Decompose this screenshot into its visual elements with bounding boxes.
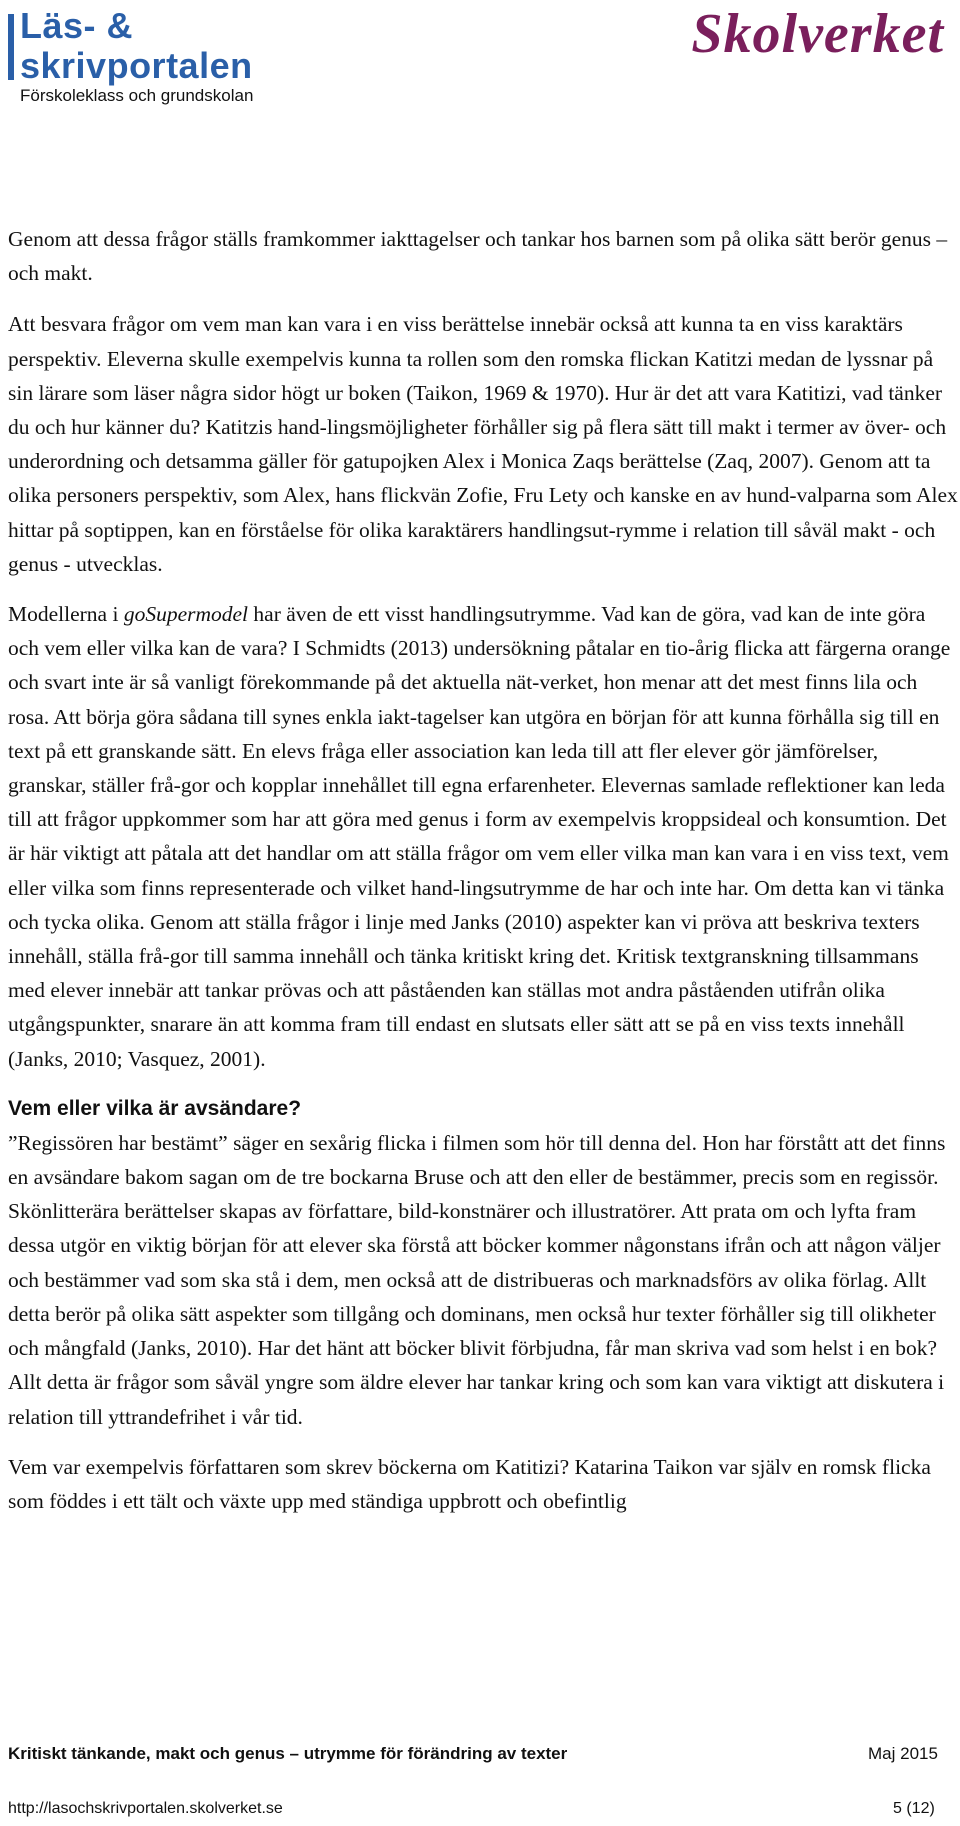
paragraph-3-lead: Modellerna i — [8, 602, 124, 627]
paragraph-4: ”Regissören har bestämt” säger en sexårig flicka i filmen som hör till denna del. Hon har förstått att det finns en avsändare bakom sagan om de tre bockarna Bruse och att den eller de bestämmer, precis som en regissör. Skönlitterära berättelser skapas av författare, bild-konstnärer och illustratörer. Att prata om och lyfta fram dessa utgör en viktig början för att elever ska förstå att böcker kommer någonstans ifrån och att någon väljer och bestämmer vad som ska stå i dem, men också att de distribueras och marknadsförs av olika förlag. Allt detta berör på olika sätt aspekter som tillgång och dominans, men också hur texter förhåller sig till olikheter och mångfald (Janks, 2010). Har det hänt att böcker blivit förbjudna, får man skriva vad som helst i en bok? Allt detta är frågor som såväl yngre som äldre elever har tankar kring och som kan vara viktigt att diskutera i relation till yttrandefrihet i vår tid. — [8, 1130, 946, 1429]
logo-subtitle: Förskoleklass och grundskolan — [20, 86, 254, 105]
paragraph-5: Vem var exempelvis författaren som skrev böckerna om Katitizi? Katarina Taikon var själv en romsk flicka som föddes i ett tält och växte upp med ständiga uppbrott och obefintlig — [8, 1454, 931, 1513]
portal-logo — [8, 4, 308, 104]
paragraph-2: Att besvara frågor om vem man kan vara i en viss berättelse innebär också att kunna ta en viss karaktärs perspektiv. Eleverna skulle exempelvis kunna ta rollen som den romska flickan Katitzi medan de lyssnar på sin lärare som läser några sidor högt ur boken (Taikon, 1969 & 1970). Hur är det att vara Katitizi, vad tänker du och hur känner du? Katitzis hand-lingsmöjligheter förhåller sig på flera sätt till makt i termer av över- och underordning och detsamma gäller för gatupojken Alex i Monica Zaqs berättelse (Zaq, 2007). Genom att ta olika personers perspektiv, som Alex, hans flickvän Zofie, Fru Lety och kanske en av hund-valparna som Alex hittar på soptippen, kan en förståelse för olika karaktärers handlingsut-rymme i relation till såväl makt - och genus - utvecklas. — [8, 312, 958, 576]
logo-accent-bar — [8, 14, 14, 80]
logo-title-line2: skrivportalen — [20, 45, 253, 86]
footer-url[interactable]: http://lasochskrivportalen.skolverket.se — [8, 1800, 283, 1817]
skolverket-logo: Skolverket — [691, 3, 944, 65]
page-number: 5 (12) — [893, 1800, 935, 1817]
paragraph-3-rest: har även de ett visst handlingsutrymme. Vad kan de göra, vad kan de inte göra och vem eller vilka kan de vara? I Schmidts (2013) undersökning påtalar en tio-årig flicka att färgerna orange och svart inte är så vanligt förekommande på det aktuella nät-verket, hon menar att det mest finns lila och rosa. Att börja göra sådana till synes enkla iakt-tagelser kan utgöra en början för att kunna förhålla sig till en text på ett granskande sätt. En elevs fråga eller association kan leda till att fler elever gör jämförelser, granskar, ställer frå-gor och kopplar innehållet till egna erfarenheter. Elevernas samlade reflektioner kan leda till att frågor uppkommer som har att göra med genus i form av exempelvis kroppsideal och konsumtion. Det är här viktigt att påtala att det handlar om att ställa frågor om vem eller vilka man kan vara i en viss text, vem eller vilka som finns representerade och vilket hand-lingsutrymme de har och inte har. Om detta kan vi tänka och tycka olika. Genom att ställa frågor i linje med Janks (2010) aspekter kan vi pröva att beskriva texters innehåll, ställa frå-gor till samma innehåll och tänka kritiskt kring det. Kritisk textgranskning tillsammans med elever innebär att tankar prövas och att påståenden kan ställas mot andra påståenden utifrån olika utgångspunkter, snarare än att komma fram till endast en slutsats eller sätt att se på en viss texts innehåll (Janks, 2010; Vasquez, 2001). — [8, 602, 951, 1071]
footer-date: Maj 2015 — [868, 1744, 938, 1763]
logo-title-line1: Läs- & — [20, 5, 134, 46]
paragraph-3 — [8, 597, 958, 1076]
document-body — [8, 222, 958, 1518]
footer-title: Kritiskt tänkande, makt och genus – utrymme för förändring av texter — [8, 1744, 568, 1763]
paragraph-1: Genom att dessa frågor ställs framkommer iakttagelser och tankar hos barnen som på olika sätt berör genus – och makt. — [8, 227, 948, 286]
gosupermodel-title: goSupermodel — [123, 602, 249, 627]
section-heading: Vem eller vilka är avsändare? — [8, 1096, 302, 1120]
